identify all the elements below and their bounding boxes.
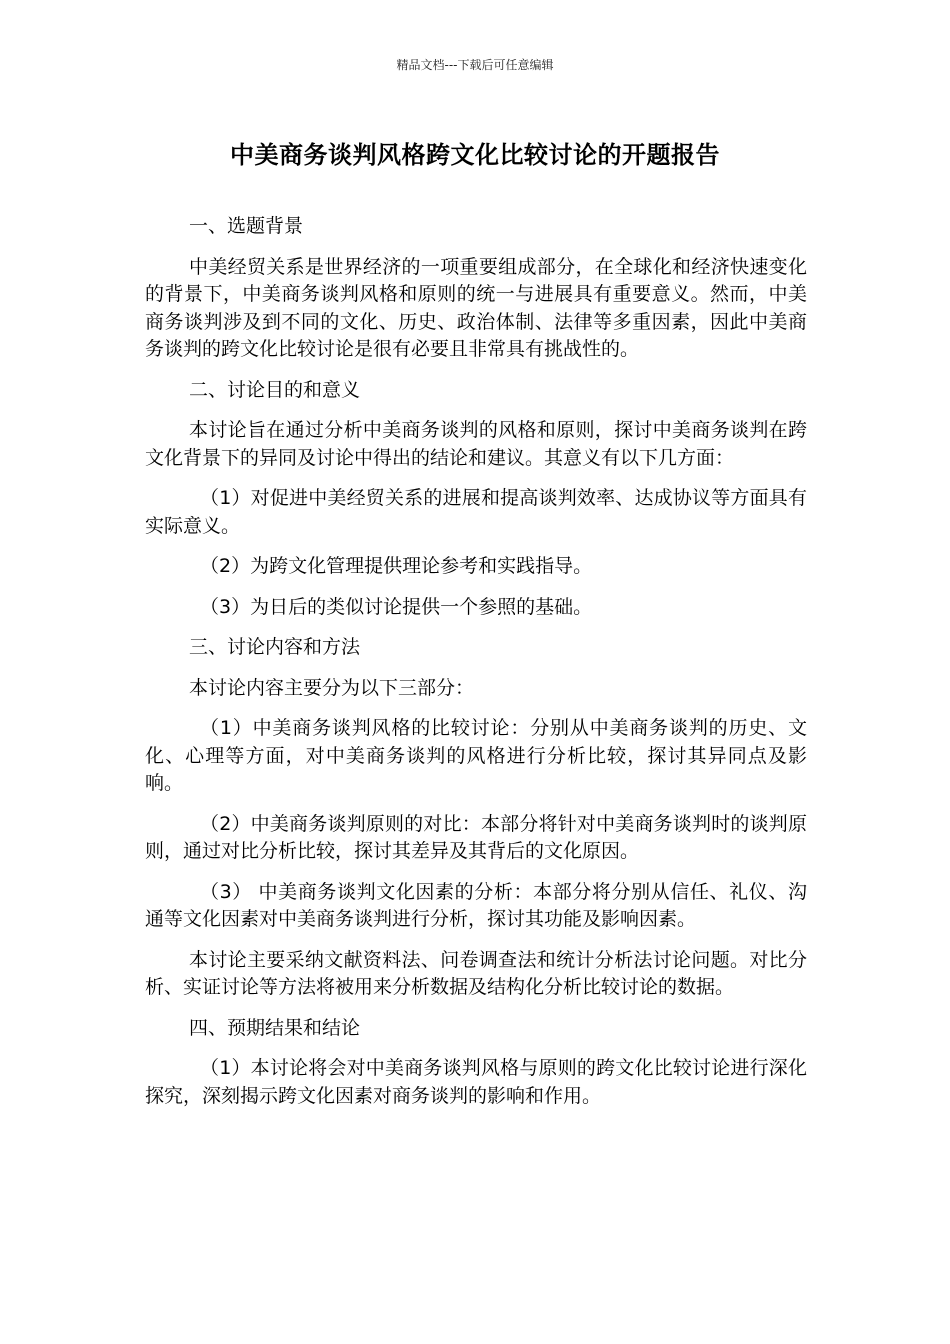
section-heading-background: 一、选题背景 <box>189 215 304 237</box>
paragraph-content-intro: 本讨论内容主要分为以下三部分： <box>189 676 475 699</box>
section-heading-results: 四、预期结果和结论 <box>189 1016 361 1039</box>
document-body <box>145 213 807 1123</box>
list-item-results-1: （1）本讨论将会对中美商务谈判风格与原则的跨文化比较讨论进行深化探究，深刻揭示跨文化因素对商务谈判的影响和作用。 <box>145 1057 807 1107</box>
paragraph-purpose: 本讨论旨在通过分析中美商务谈判的风格和原则，探讨中美商务谈判在跨文化背景下的异同及讨论中得出的结论和建议。其意义有以下几方面： <box>145 419 807 469</box>
paragraph-background: 中美经贸关系是世界经济的一项重要组成部分，在全球化和经济快速变化的背景下，中美商务谈判风格和原则的统一与进展具有重要意义。然而，中美商务谈判涉及到不同的文化、历史、政治体制、法律等多重因素，因此中美商务谈判的跨文化比较讨论是很有必要且非常具有挑战性的。 <box>145 255 807 360</box>
header-note: 精品文档---下载后可任意编辑 <box>396 58 554 72</box>
list-item-purpose-2: （2）为跨文化管理提供理论参考和实践指导。 <box>200 555 593 577</box>
list-item-content-3: （3） 中美商务谈判文化因素的分析：本部分将分别从信任、礼仪、沟通等文化因素对中美商务谈判进行分析，探讨其功能及影响因素。 <box>145 880 807 930</box>
document-title: 中美商务谈判风格跨文化比较讨论的开题报告 <box>230 141 720 169</box>
list-item-content-2: （2）中美商务谈判原则的对比：本部分将针对中美商务谈判时的谈判原则，通过对比分析比较，探讨其差异及其背后的文化原因。 <box>145 812 807 862</box>
paragraph-methods: 本讨论主要采纳文献资料法、问卷调查法和统计分析法讨论问题。对比分析、实证讨论等方法将被用来分析数据及结构化分析比较讨论的数据。 <box>145 948 807 998</box>
section-heading-content: 三、讨论内容和方法 <box>189 636 361 658</box>
list-item-content-1: （1）中美商务谈判风格的比较讨论：分别从中美商务谈判的历史、文化、心理等方面，对中美商务谈判的风格进行分析比较，探讨其异同点及影响。 <box>145 717 807 794</box>
section-heading-purpose: 二、讨论目的和意义 <box>189 378 361 401</box>
list-item-purpose-1: （1）对促进中美经贸关系的进展和提高谈判效率、达成协议等方面具有实际意义。 <box>145 487 807 537</box>
list-item-purpose-3: （3）为日后的类似讨论提供一个参照的基础。 <box>200 595 593 618</box>
